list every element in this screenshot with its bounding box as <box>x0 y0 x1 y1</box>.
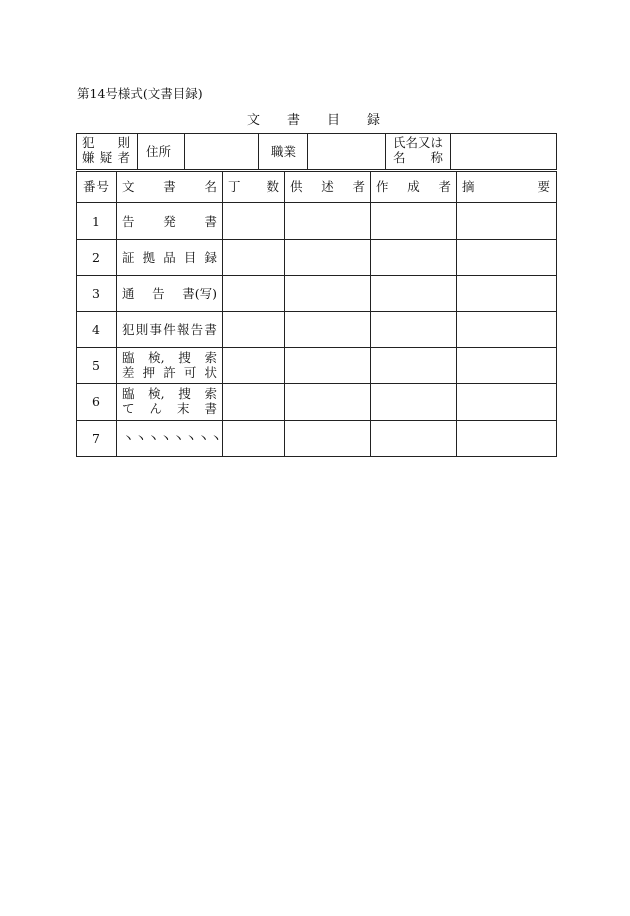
address-label: 住所 <box>146 144 172 159</box>
column-header-author: 作 成 者 <box>376 179 451 194</box>
column-header-number: 番 号 <box>83 179 109 194</box>
occupation-label: 職業 <box>271 144 297 159</box>
document-name-cell: 犯 則 事 件 報 告 書 <box>122 322 217 337</box>
document-name-cell-line2: て ん 末 書 <box>122 401 217 416</box>
row-number: 1 <box>92 214 100 229</box>
row-number: 2 <box>92 250 100 265</box>
row-number: 6 <box>92 394 100 409</box>
name-value-cell[interactable] <box>452 135 554 168</box>
row-number: 3 <box>92 286 100 301</box>
column-header-submitter: 供 述 者 <box>290 179 365 194</box>
address-value-cell[interactable] <box>186 135 256 168</box>
title-char: 書 <box>287 113 301 128</box>
occupation-value-cell[interactable] <box>309 135 383 168</box>
document-name-cell-line2: 差 押 許 可 状 <box>122 365 217 380</box>
row-number: 7 <box>92 431 100 446</box>
title-char: 目 <box>327 113 341 128</box>
name-label-line1: 氏名又は <box>393 135 444 150</box>
suspect-label-line2: 嫌 疑 者 <box>82 150 130 165</box>
document-name-cell-line1: 臨 検, 捜 索 <box>122 386 217 401</box>
column-header-document-name: 文 書 名 <box>122 179 217 194</box>
column-header-remarks: 摘 要 <box>462 179 550 194</box>
row-number: 5 <box>92 358 100 373</box>
row-number: 4 <box>92 322 100 337</box>
document-name-cell: 告 発 書 <box>122 214 217 229</box>
column-header-pages: 丁 数 <box>228 179 279 194</box>
title-char: 文 <box>247 113 261 128</box>
title-char: 録 <box>367 113 381 128</box>
name-label-line2: 名 称 <box>393 150 443 165</box>
document-title <box>247 109 380 128</box>
document-name-cell: 丶 丶 丶 丶 丶 丶 丶 丶 <box>122 431 223 446</box>
document-name-cell: 証 拠 品 目 録 <box>122 250 217 265</box>
document-name-cell: 通 告 書(写) <box>122 286 217 301</box>
form-number-label: 第14号様式(文書目録) <box>77 86 203 101</box>
document-name-cell-line1: 臨 検, 捜 索 <box>122 350 217 365</box>
suspect-label-line1: 犯 則 <box>82 135 130 150</box>
